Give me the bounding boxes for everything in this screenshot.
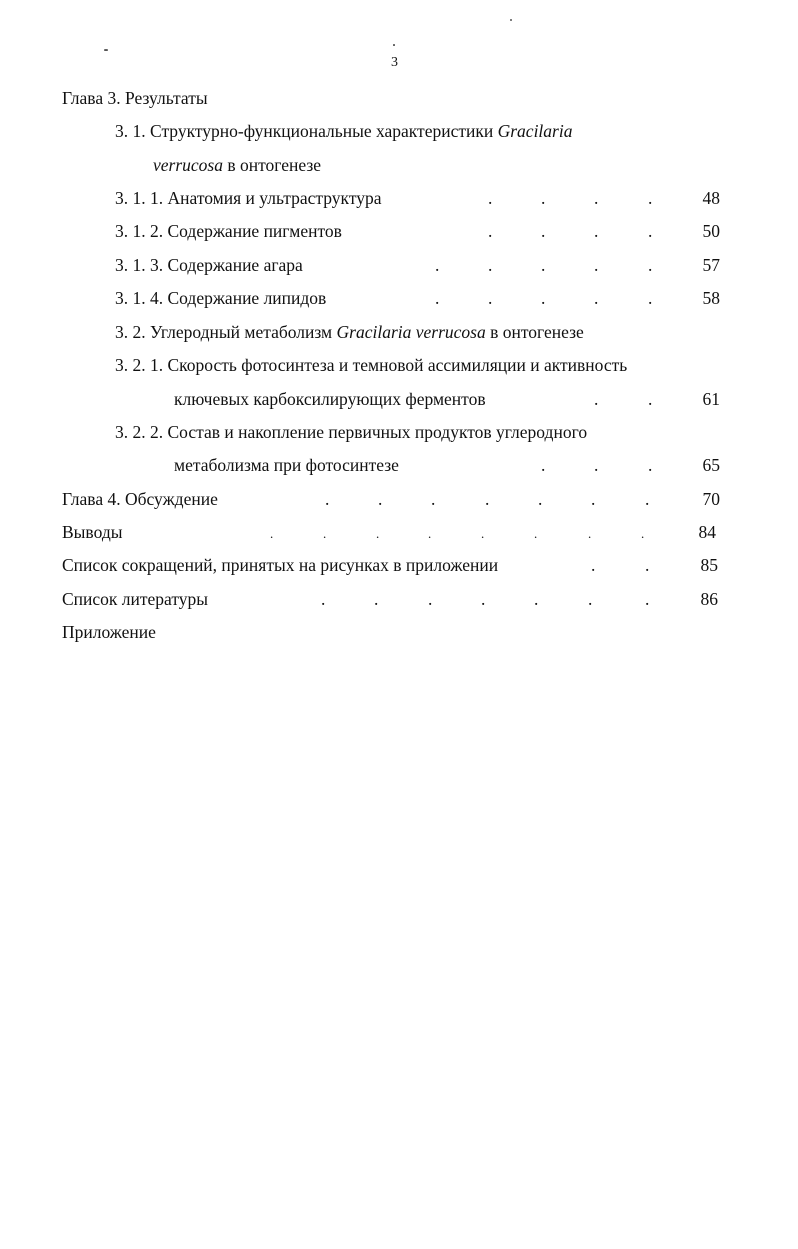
scan-speck <box>104 49 108 51</box>
toc-page-conclusions: 84 <box>698 522 716 542</box>
toc-section-3-1-3-label: 3. 1. 3. Содержание агара <box>115 255 303 275</box>
toc-section-3-1-species: verrucosa <box>153 155 223 175</box>
toc-leader-dots: . . <box>591 555 650 575</box>
toc-section-3-2-label: 3. 2. Углеродный метаболизм <box>115 322 337 342</box>
toc-page-3-1-3: 57 <box>702 255 720 275</box>
toc-page-3-2-2: 65 <box>702 455 720 475</box>
page-number: 3 <box>391 55 398 70</box>
toc-chapter-3-label: Глава 3. Результаты <box>62 88 208 108</box>
toc-page-references: 86 <box>700 589 718 609</box>
toc-section-3-2-1-cont <box>174 389 486 409</box>
toc-section-3-1-2 <box>115 221 342 241</box>
toc-section-3-2-species: Gracilaria verrucosa <box>336 322 486 342</box>
toc-leader-dots: . . . . . . . <box>325 489 650 509</box>
toc-page-chapter-4: 70 <box>702 489 720 509</box>
toc-section-3-2 <box>115 322 584 342</box>
toc-leader-dots: . . . . <box>488 188 653 208</box>
toc-section-3-1 <box>115 121 572 141</box>
toc-section-3-2-2 <box>115 422 587 442</box>
toc-chapter-3 <box>62 88 208 108</box>
toc-section-3-2-2-cont <box>174 455 399 475</box>
toc-page-abbreviations: 85 <box>700 555 718 575</box>
toc-section-3-2-tail: в онтогенезе <box>485 322 584 342</box>
toc-section-3-2-1-label-cont: ключевых карбоксилирующих ферментов <box>174 389 486 409</box>
toc-chapter-4-label: Глава 4. Обсуждение <box>62 489 218 509</box>
toc-abbreviations <box>62 555 498 575</box>
toc-leader-dots: . . <box>594 389 653 409</box>
toc-abbreviations-label: Список сокращений, принятых на рисунках в приложении <box>62 555 499 575</box>
toc-section-3-1-1-label: 3. 1. 1. Анатомия и ультраструктура <box>115 188 382 208</box>
toc-section-3-1-genus: Gracilaria <box>497 121 573 141</box>
scan-speck <box>510 19 512 21</box>
toc-section-3-1-tail: в онтогенезе <box>222 155 322 175</box>
toc-conclusions-label: Выводы <box>62 522 123 542</box>
toc-appendix <box>62 622 156 642</box>
toc-leader-dots: . . . . . <box>435 288 653 308</box>
toc-section-3-1-cont <box>153 155 321 175</box>
toc-page-3-1-1: 48 <box>702 188 720 208</box>
toc-section-3-1-4-label: 3. 1. 4. Содержание липидов <box>115 288 327 308</box>
toc-references-label: Список литературы <box>62 589 209 609</box>
toc-leader-dots: . . . . . <box>435 255 653 275</box>
toc-page-3-1-2: 50 <box>702 221 720 241</box>
toc-section-3-1-label: 3. 1. Структурно-функциональные характеристики <box>115 121 498 141</box>
toc-section-3-1-3 <box>115 255 303 275</box>
toc-leader-dots: . . . . . . . . <box>270 526 645 541</box>
toc-section-3-2-2-label-cont: метаболизма при фотосинтезе <box>174 455 399 475</box>
toc-leader-dots: . . . <box>541 455 653 475</box>
toc-references <box>62 589 208 609</box>
toc-section-3-2-1-label: 3. 2. 1. Скорость фотосинтеза и темновой ассимиляции и активность <box>115 355 628 375</box>
toc-appendix-label: Приложение <box>62 622 156 642</box>
toc-section-3-1-4 <box>115 288 326 308</box>
toc-leader-dots: . . . . <box>488 221 653 241</box>
toc-section-3-1-2-label: 3. 1. 2. Содержание пигментов <box>115 221 342 241</box>
toc-leader-dots: . . . . . . . <box>321 589 650 609</box>
toc-section-3-1-1 <box>115 188 382 208</box>
toc-page-3-1-4: 58 <box>702 288 720 308</box>
scan-speck <box>393 44 395 46</box>
toc-conclusions <box>62 522 122 542</box>
toc-chapter-4 <box>62 489 218 509</box>
toc-section-3-2-1 <box>115 355 627 375</box>
toc-section-3-2-2-label: 3. 2. 2. Состав и накопление первичных продуктов углеродного <box>115 422 588 442</box>
toc-page-3-2-1: 61 <box>702 389 720 409</box>
